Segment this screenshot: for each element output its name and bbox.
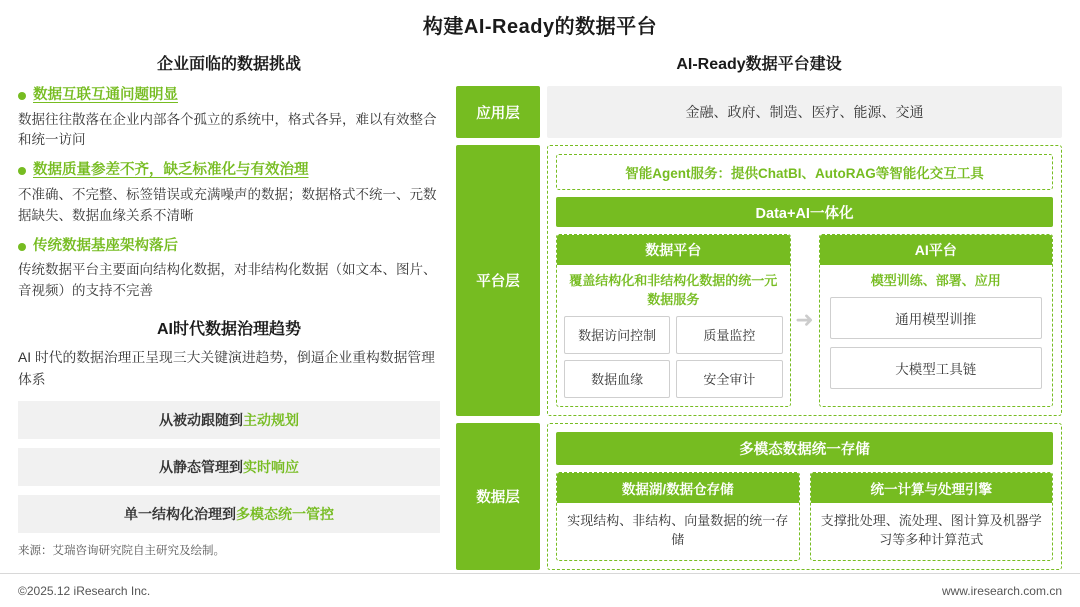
challenge-title: 数据质量参差不齐，缺乏标准化与有效治理 [33,162,309,179]
agent-service-box: 智能Agent服务：提供ChatBI、AutoRAG等智能化交互工具 [556,154,1053,190]
architecture-diagram [456,86,1062,570]
trend-row [18,495,440,533]
page-title: 构建AI-Ready的数据平台 [422,16,658,38]
compute-engine-title: 统一计算与处理引擎 [811,473,1053,503]
ai-platform-title: AI平台 [820,235,1053,265]
source-note: 来源：艾瑞咨询研究院自主研究及绘制。 [18,545,225,558]
trend-bold: 静态管理 [173,459,229,476]
data-layer-label: 数据层 [456,423,540,570]
bullet-icon [18,92,26,100]
platform-layer-label: 平台层 [456,145,540,416]
challenge-header [18,86,440,106]
trend-intro: AI 时代的数据治理正呈现三大关键演进趋势，倒逼企业重构数据管理体系 [18,350,435,388]
application-layer-label: 应用层 [456,86,540,138]
challenge-body: 不准确、不完整、标签错误或充满噪声的数据；数据格式不统一、元数据缺失、数据血缘关系不清晰 [18,186,437,223]
data-platform-panel [556,234,791,407]
trend-mid: 到 [222,506,236,523]
trend-row [18,448,440,486]
ai-platform-subtitle: 模型训练、部署、应用 [870,273,1001,288]
multimodal-storage-title: 多模态数据统一存储 [556,432,1053,465]
trend-accent: 主动规划 [243,412,299,429]
content-columns [0,39,1080,570]
trend-prefix: 从 [159,459,173,476]
trend-prefix: 从 [159,412,173,429]
lake-warehouse-panel [556,472,800,561]
ai-platform-cell: 大模型工具链 [830,347,1043,389]
challenge-item [18,161,440,226]
data-layer-body [547,423,1062,570]
data-platform-cell: 数据血缘 [564,360,670,398]
challenge-item [18,237,440,302]
arrow-right-icon: ➜ [795,307,814,333]
page-footer [0,573,1080,607]
data-platform-subtitle: 覆盖结构化和非结构化数据的统一元数据服务 [569,273,778,307]
bullet-icon [18,243,26,251]
ai-platform-cells [820,297,1053,399]
bullet-icon [18,167,26,175]
compute-engine-panel [810,472,1054,561]
lake-warehouse-body: 实现结构、非结构、向量数据的统一存储 [567,512,789,548]
storage-panels [556,472,1053,561]
data-platform-title: 数据平台 [557,235,790,265]
challenge-title: 传统数据基座架构落后 [33,237,178,254]
platform-layer-body [547,145,1062,416]
challenge-body: 数据往往散落在企业内部各个孤立的系统中，格式各异，难以有效整合和统一访问 [18,111,437,148]
application-layer [456,86,1062,138]
left-column-heading: 企业面临的数据挑战 [156,56,301,73]
challenge-header [18,161,440,181]
data-platform-cells [557,316,790,406]
right-column-heading: AI-Ready数据平台建设 [676,56,842,73]
ai-platform-cell: 通用模型训推 [830,297,1043,339]
right-column [448,51,1062,570]
application-industries: 金融、政府、制造、医疗、能源、交通 [547,86,1062,138]
lake-warehouse-title: 数据湖/数据仓存储 [557,473,799,503]
challenge-header [18,237,440,257]
platform-layer [456,145,1062,416]
trend-bold: 单一结构化治理 [124,506,222,523]
challenge-title: 数据互联互通问题明显 [33,87,178,103]
application-layer-body [547,86,1062,138]
trend-heading: AI时代数据治理趋势 [156,321,301,339]
compute-engine-body: 支撑批处理、流处理、图计算及机器学习等多种计算范式 [820,512,1042,548]
platform-panels [556,234,1053,407]
trend-row [18,401,440,439]
data-layer [456,423,1062,570]
copyright-text: ©2025.12 iResearch Inc. [18,583,151,598]
trend-mid: 到 [229,412,243,429]
trend-bold: 被动跟随 [173,412,229,429]
left-column [18,51,448,570]
trend-mid: 到 [229,459,243,476]
data-ai-integration-box: Data+AI一体化 [556,197,1053,227]
website-url: www.iresearch.com.cn [941,583,1062,598]
data-platform-cell: 安全审计 [676,360,782,398]
trend-accent: 实时响应 [243,459,299,476]
challenge-body: 传统数据平台主要面向结构化数据，对非结构化数据（如文本、图片、音视频）的支持不完善 [18,262,437,299]
ai-platform-panel [819,234,1054,407]
data-platform-cell: 数据访问控制 [564,316,670,354]
challenge-item [18,86,440,151]
trend-accent: 多模态统一管控 [236,506,334,523]
data-platform-cell: 质量监控 [676,316,782,354]
